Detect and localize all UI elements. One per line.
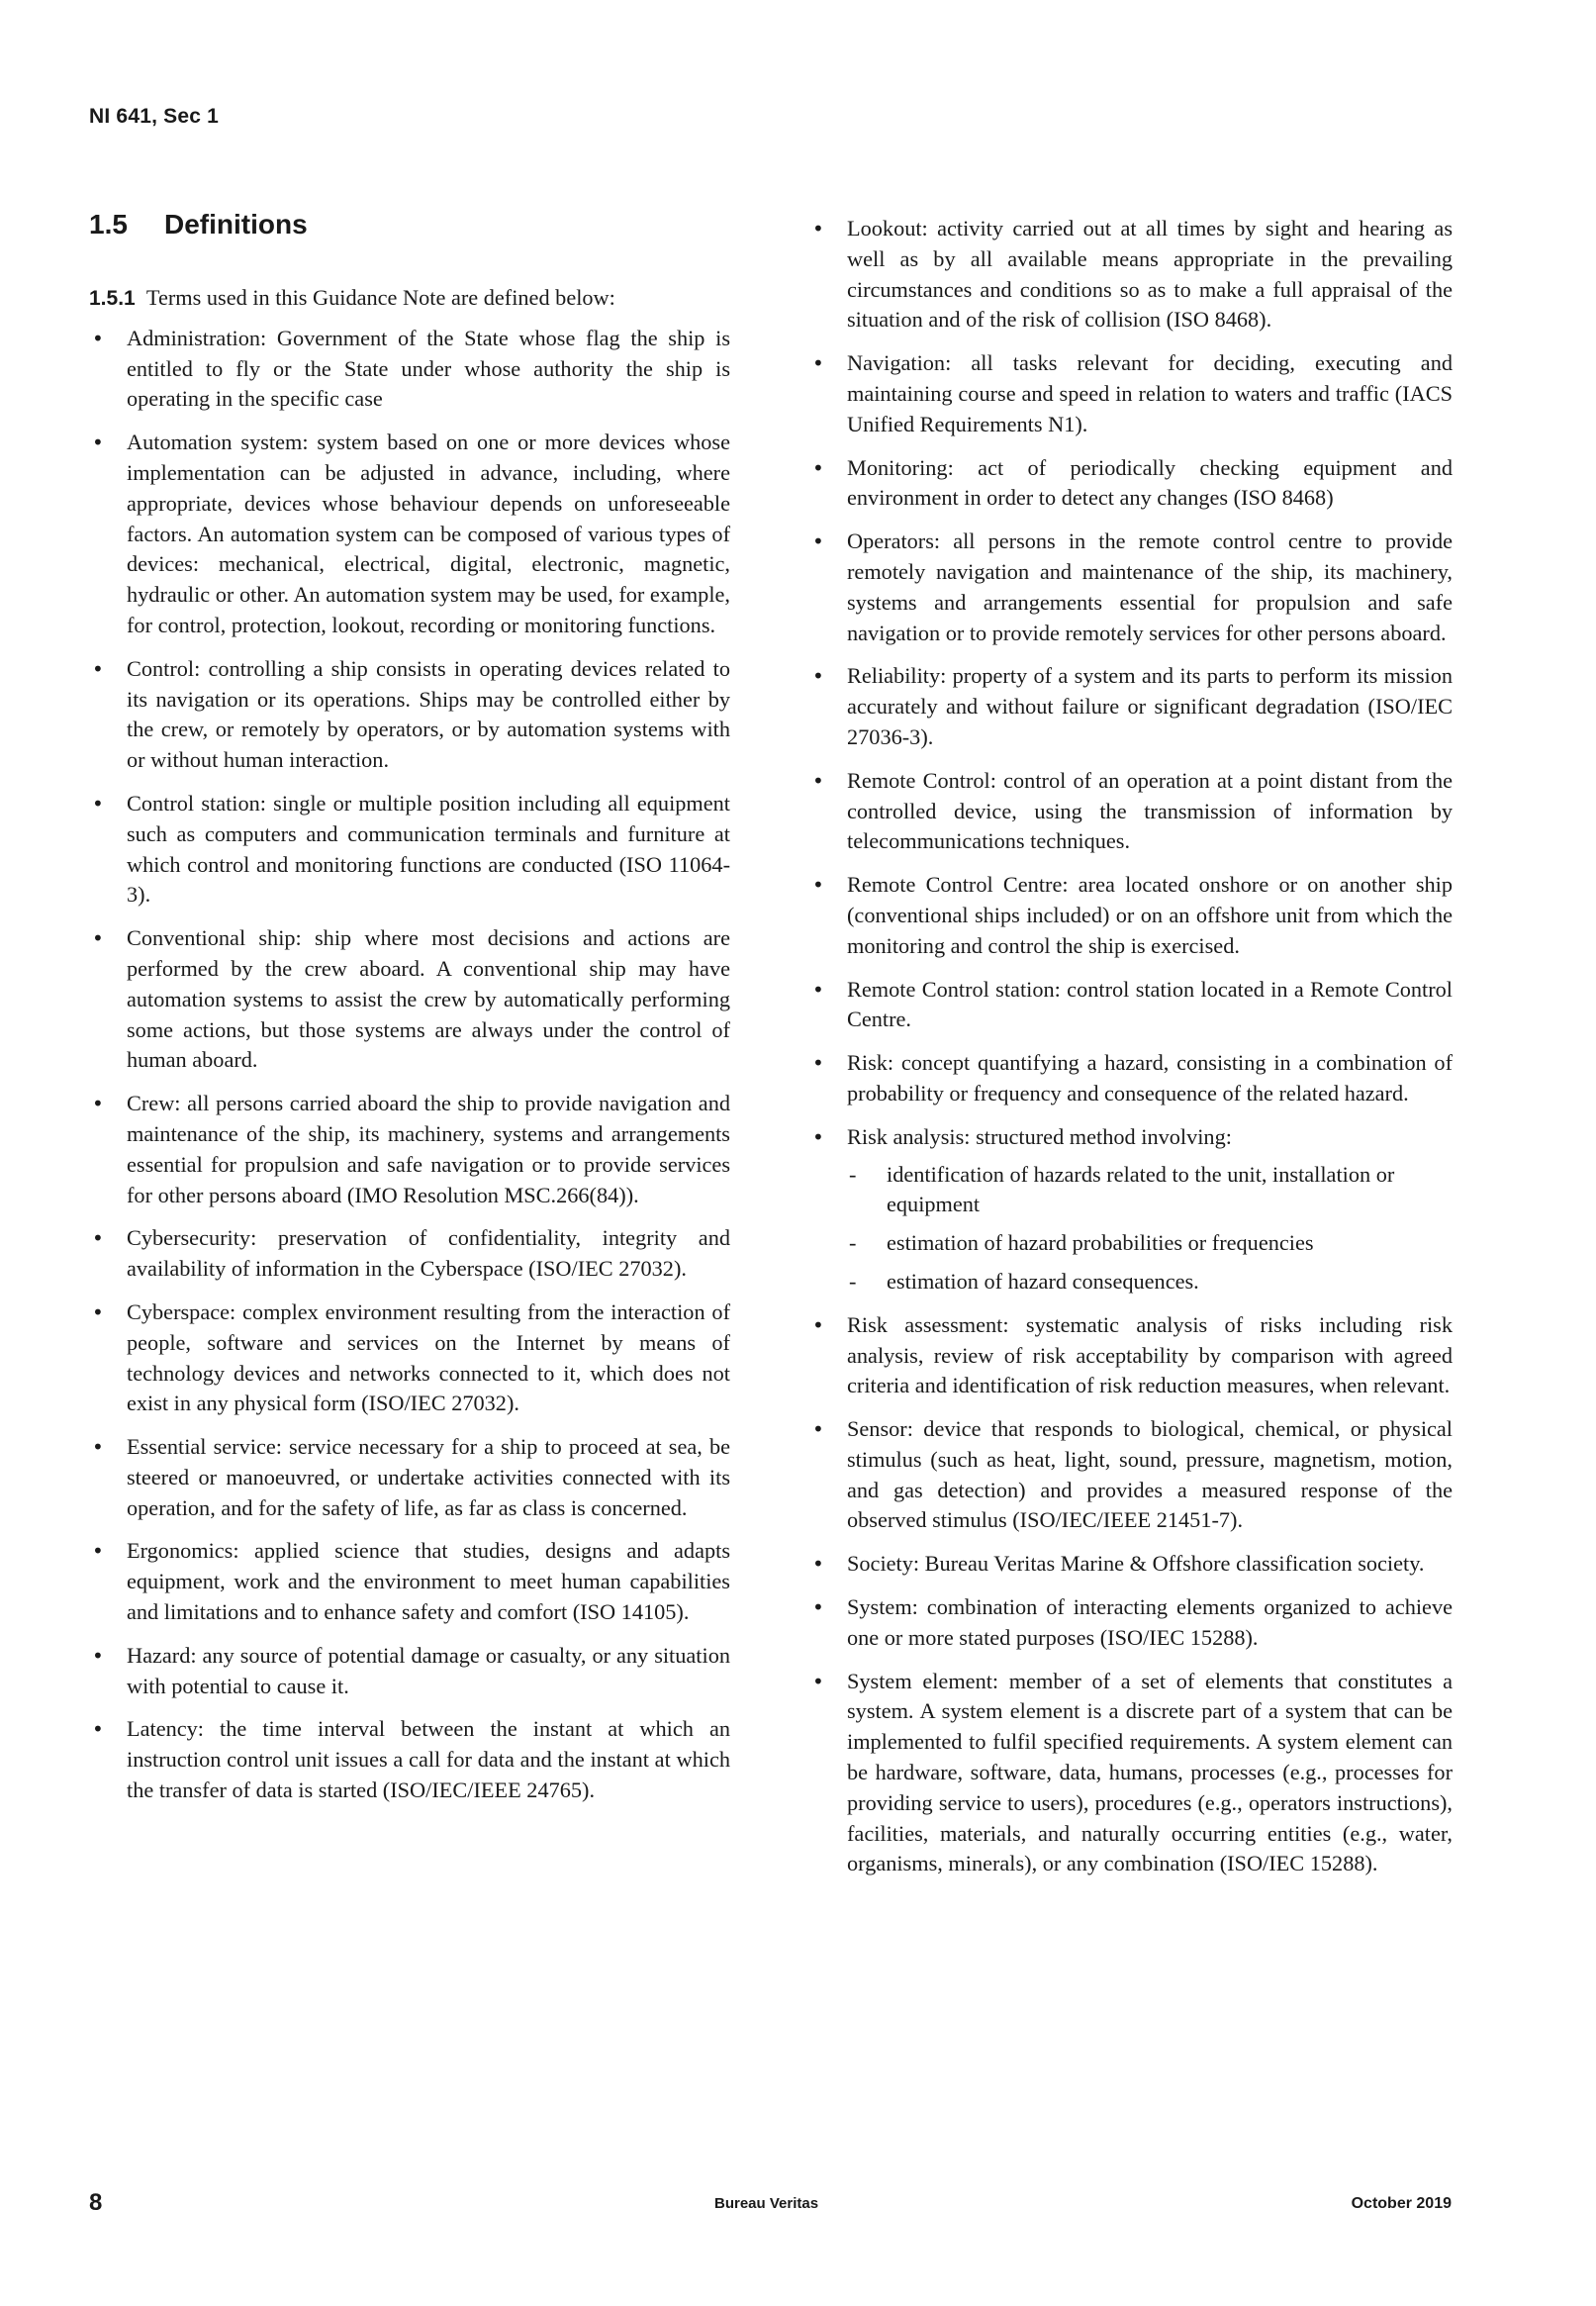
definition-item: • Operators: all persons in the remote control centre to provide remotely navigation and maintenance of the ship, its machinery, systems and arrangements essential for propulsion and safe navigation or to provide remotely services for other persons aboard.	[809, 527, 1453, 648]
publisher-name: Bureau Veritas	[714, 2195, 819, 2212]
definition-item: • Hazard: any source of potential damage or casualty, or any situation with potential to cause it.	[89, 1641, 730, 1702]
right-column	[809, 214, 1453, 1892]
definition-item: • Conventional ship: ship where most decisions and actions are performed by the crew aboard. A conventional ship may have automation systems to assist the crew by automatically performing some actions, but those systems are always under the control of human aboard.	[89, 923, 730, 1076]
definition-item: • Remote Control: control of an operation at a point distant from the controlled device, using the transmission of information by telecommunications techniques.	[809, 766, 1453, 857]
definition-item: • Latency: the time interval between the instant at which an instruction control unit issues a call for data and the instant at which the transfer of data is started (ISO/IEC/IEEE 24765).	[89, 1714, 730, 1805]
document-reference: NI 641, Sec 1	[89, 105, 220, 128]
section-title: Definitions	[164, 209, 308, 240]
definition-item: • Automation system: system based on one or more devices whose implementation can be adjusted in advance, including, where appropriate, devices whose behaviour depends on unforeseeable factors. An automation system can be composed of various types of devices: mechanical, electrical, digital, electronic, magnetic, hydraulic or other. An automation system may be used, for example, for control, protection, lookout, recording or monitoring functions.	[89, 428, 730, 641]
definition-item: • Reliability: property of a system and its parts to perform its mission accurately and without failure or significant degradation (ISO/IEC 27036-3).	[809, 661, 1453, 752]
definition-item: • Remote Control Centre: area located onshore or on another ship (conventional ships included) or on an offshore unit from which the monitoring and control the ship is exercised.	[809, 870, 1453, 961]
definition-item: • Risk: concept quantifying a hazard, consisting in a combination of probability or frequency and consequence of the related hazard.	[809, 1048, 1453, 1109]
definition-list-left	[89, 324, 730, 1806]
sub-item: - estimation of hazard probabilities or frequencies	[847, 1228, 1453, 1259]
left-column	[89, 208, 730, 1819]
definition-item: • Administration: Government of the State whose flag the ship is entitled to fly or the State under whose authority the ship is operating in the specific case	[89, 324, 730, 415]
definition-item: • System: combination of interacting elements organized to achieve one or more stated purposes (ISO/IEC 15288).	[809, 1592, 1453, 1654]
definition-item: • Ergonomics: applied science that studies, designs and adapts equipment, work and the environment to meet human capabilities and limitations and to enhance safety and comfort (ISO 14105).	[89, 1536, 730, 1627]
definition-item: • Cybersecurity: preservation of confidentiality, integrity and availability of information in the Cyberspace (ISO/IEC 27032).	[89, 1223, 730, 1285]
definition-item: • Sensor: device that responds to biological, chemical, or physical stimulus (such as heat, light, sound, pressure, magnetism, motion, and gas detection) and provides a measured response of the observed stimulus (ISO/IEC/IEEE 21451-7).	[809, 1414, 1453, 1536]
definition-item: • System element: member of a set of elements that constitutes a system. A system element is a discrete part of a system that can be implemented to fulfil specified requirements. A system element can be hardware, software, data, humans, processes (e.g., processes for providing service to users), procedures (e.g., operators instructions), facilities, materials, and naturally occurring entities (e.g., water, organisms, minerals), or any combination (ISO/IEC 15288).	[809, 1667, 1453, 1880]
article-intro	[89, 283, 730, 315]
section-heading	[89, 208, 730, 241]
section-number: 1.5	[89, 209, 128, 240]
definition-item: • Society: Bureau Veritas Marine & Offshore classification society.	[809, 1549, 1453, 1580]
page-number: 8	[89, 2189, 103, 2216]
article-number: 1.5.1	[89, 287, 136, 310]
definition-item-risk-analysis	[809, 1122, 1453, 1297]
article-intro-text: Terms used in this Guidance Note are defined below:	[145, 285, 615, 310]
definition-item: • Navigation: all tasks relevant for deciding, executing and maintaining course and speed in relation to waters and traffic (IACS Unified Requirements N1).	[809, 348, 1453, 439]
publication-date: October 2019	[1351, 2195, 1452, 2212]
definition-item: • Lookout: activity carried out at all times by sight and hearing as well as by all available means appropriate in the prevailing circumstances and conditions so as to make a full appraisal of the situation and of the risk of collision (ISO 8468).	[809, 214, 1453, 336]
sub-item: - estimation of hazard consequences.	[847, 1267, 1453, 1297]
definition-item: • Risk assessment: systematic analysis of risks including risk analysis, review of risk acceptability by comparison with agreed criteria and identification of risk reduction measures, when relevant.	[809, 1310, 1453, 1401]
definition-item: • Crew: all persons carried aboard the ship to provide navigation and maintenance of the ship, its machinery, systems and arrangements essential for propulsion and safe navigation or to provide services for other persons aboard (IMO Resolution MSC.266(84)).	[89, 1089, 730, 1210]
definition-item: • Monitoring: act of periodically checking equipment and environment in order to detect any changes (ISO 8468)	[809, 453, 1453, 515]
definition-item: • Essential service: service necessary for a ship to proceed at sea, be steered or manoeuvred, or undertake activities connected with its operation, and for the safety of life, as far as class is concerned.	[89, 1432, 730, 1523]
definition-item: • Control: controlling a ship consists in operating devices related to its navigation or its operations. Ships may be controlled either by the crew, or remotely by operators, or by automation systems with or without human interaction.	[89, 654, 730, 776]
definition-item: • Remote Control station: control station located in a Remote Control Centre.	[809, 975, 1453, 1036]
definition-list-right	[809, 214, 1453, 1879]
definition-item: • Cyberspace: complex environment resulting from the interaction of people, software and services on the Internet by means of technology devices and networks connected to it, which does not exist in any physical form (ISO/IEC 27032).	[89, 1297, 730, 1419]
definition-item: • Control station: single or multiple position including all equipment such as computers and communication terminals and furniture at which control and monitoring functions are conducted (ISO 11064-3).	[89, 789, 730, 911]
sub-item: - identification of hazards related to the unit, installation or equipment	[847, 1160, 1453, 1221]
risk-analysis-text: Risk analysis: structured method involving:	[847, 1123, 1232, 1149]
risk-analysis-sublist	[847, 1160, 1453, 1297]
